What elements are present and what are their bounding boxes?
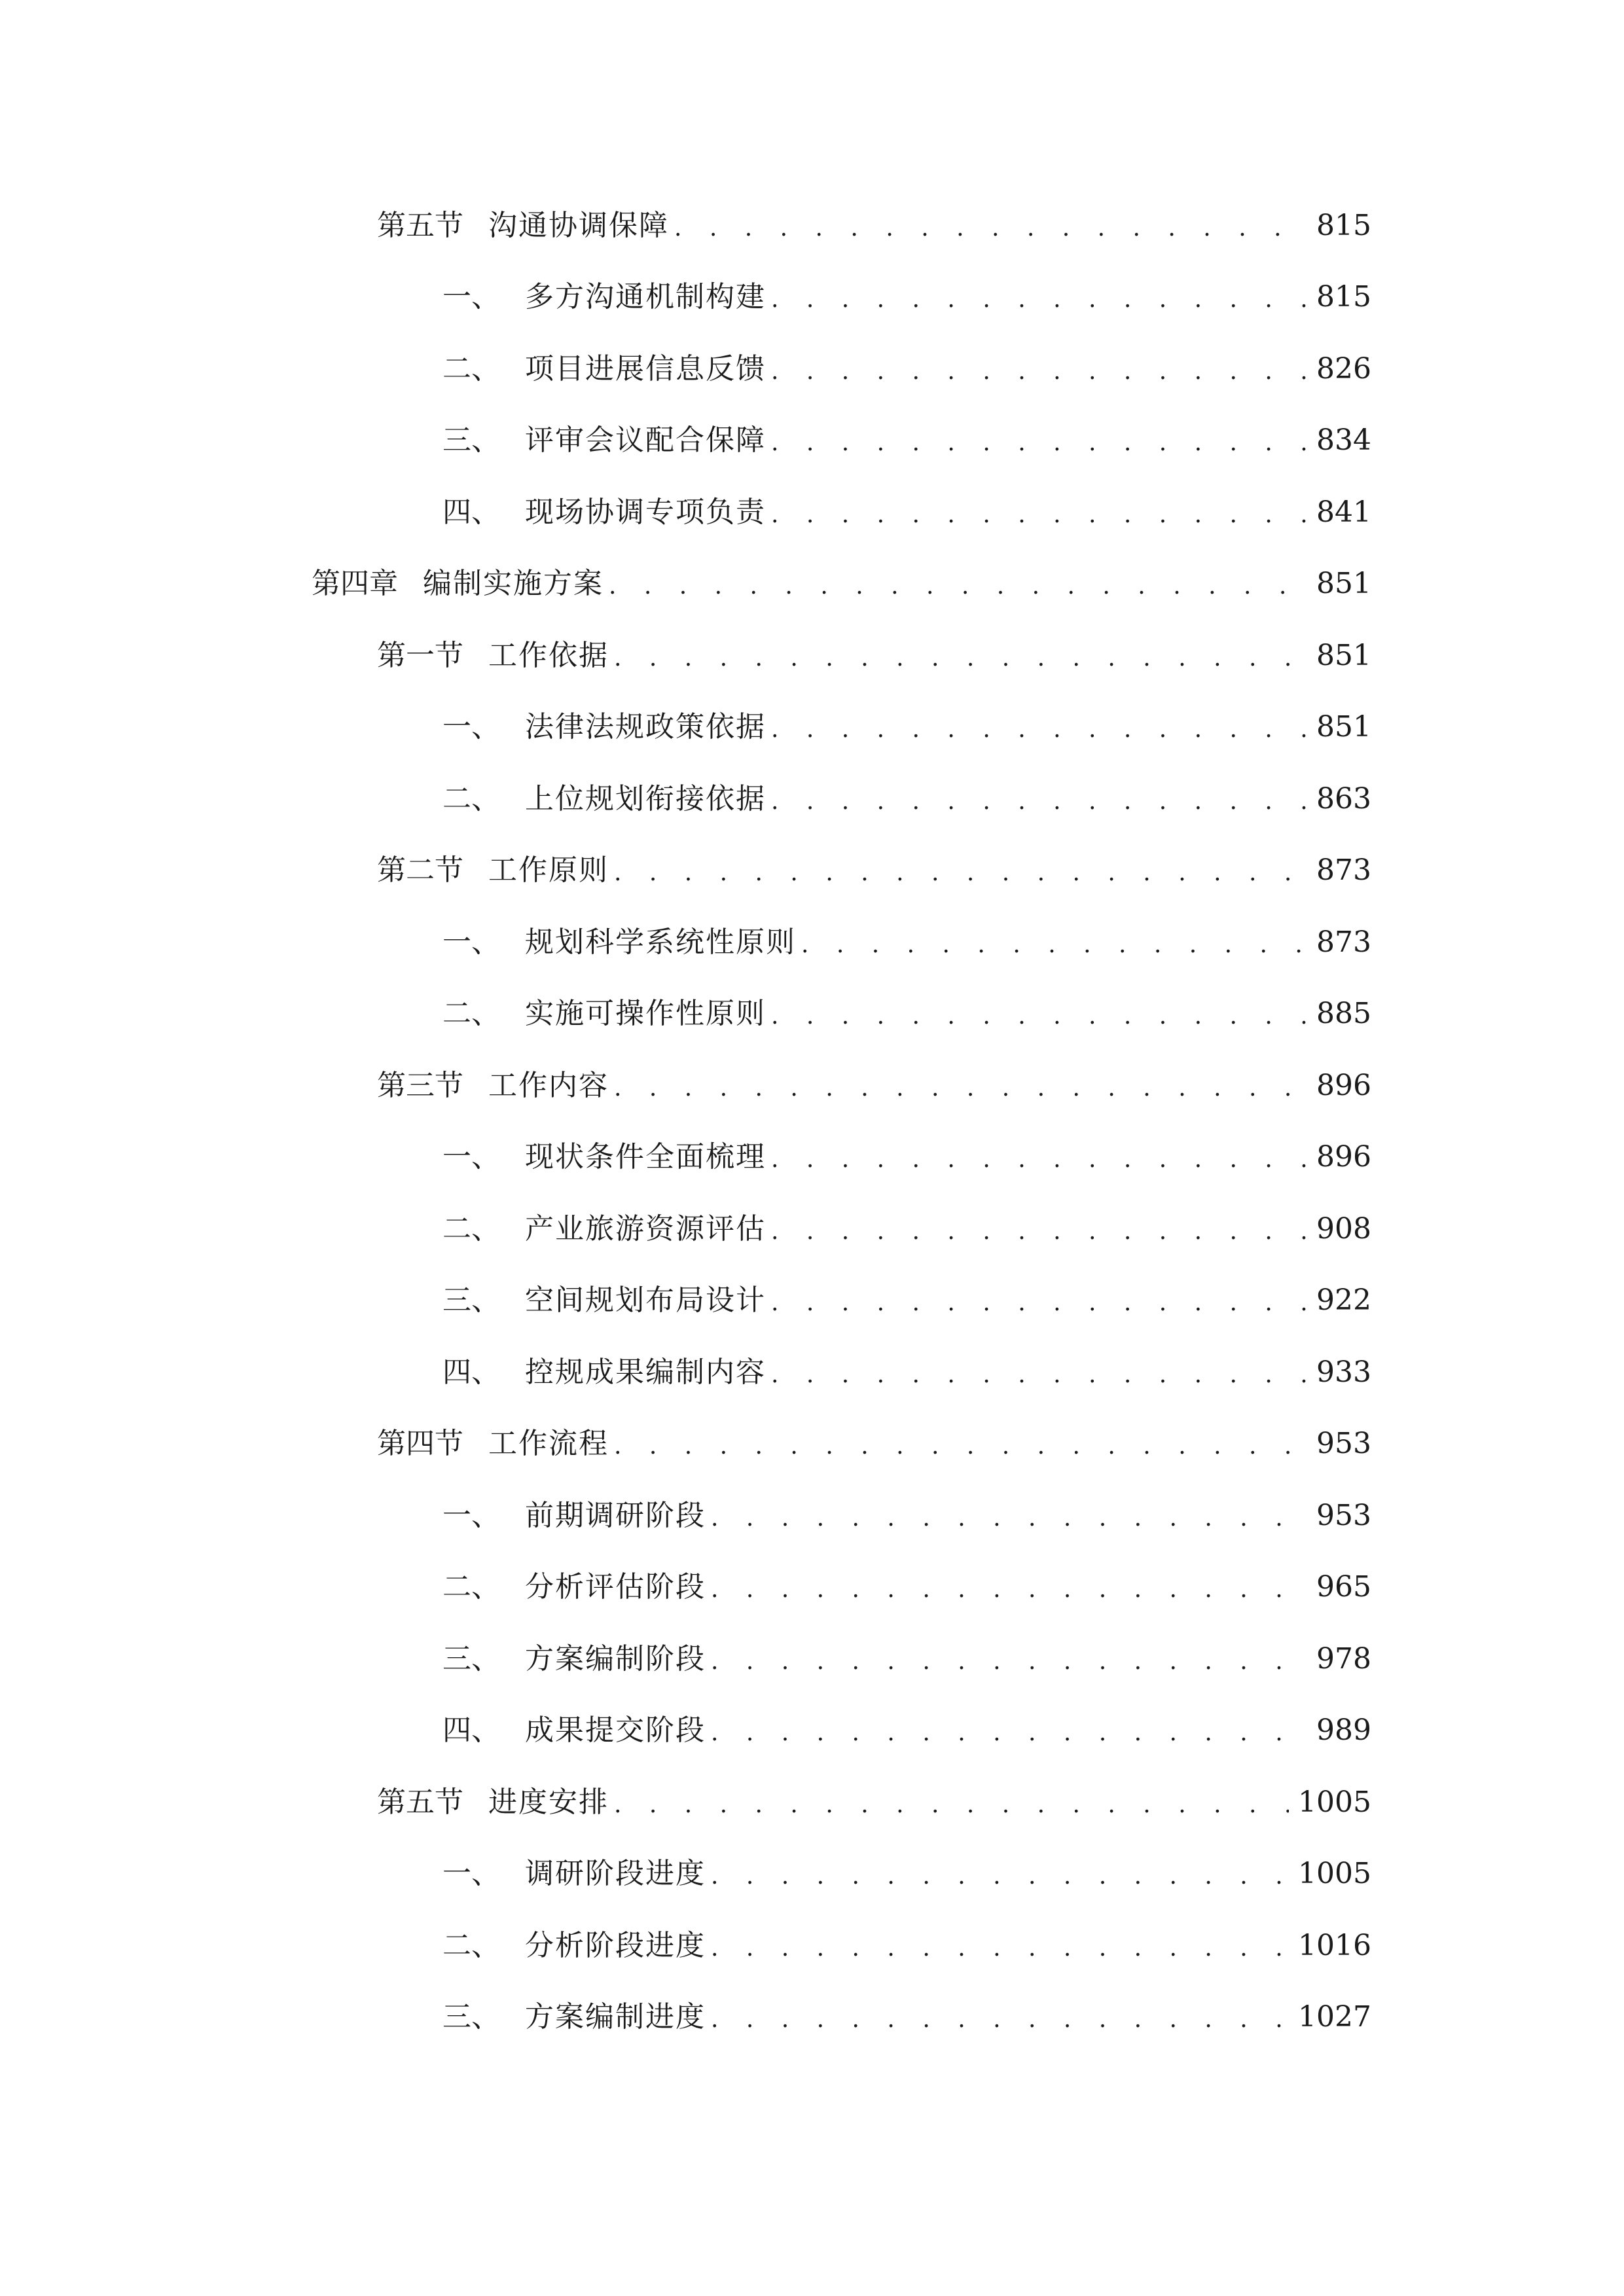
toc-subsection-entry[interactable] [0,1336,1624,1408]
toc-dot-leader [609,575,1307,598]
toc-entry-label [442,710,766,744]
toc-entry-page-number: 989 [1316,1713,1371,1748]
toc-entry-title: 评审会议配合保障 [525,423,766,457]
toc-dot-leader [711,1721,1307,1745]
toc-entry-number: 四、 [442,1355,500,1389]
toc-dot-leader [771,1363,1307,1387]
toc-entry-page-number: 1027 [1298,2000,1371,2034]
toc-dot-leader [614,1077,1307,1100]
toc-entry-page-number: 953 [1316,1427,1371,1461]
toc-entry-number: 第一节 [377,638,463,672]
toc-section-entry[interactable] [0,190,1624,262]
toc-dot-leader [801,933,1307,957]
toc-entry-label [442,495,766,529]
toc-entry-number: 一、 [442,1857,500,1891]
toc-entry-label [442,280,766,314]
toc-entry-title: 前期调研阶段 [525,1498,706,1532]
toc-entry-title: 沟通协调保障 [488,208,669,242]
toc-dot-leader [771,360,1307,384]
toc-entry-label [377,1068,609,1102]
toc-entry-number: 二、 [442,781,500,816]
toc-entry-title: 调研阶段进度 [525,1857,706,1891]
toc-entry-page-number: 815 [1316,280,1371,314]
toc-entry-title: 方案编制阶段 [525,1641,706,1676]
toc-entry-title: 空间规划布局设计 [525,1283,766,1318]
toc-subsection-entry[interactable] [0,1695,1624,1767]
toc-section-entry[interactable] [0,620,1624,692]
toc-entry-label [377,208,669,242]
toc-entry-label [377,853,609,888]
toc-entry-page-number: 1005 [1298,1785,1371,1819]
toc-entry-number: 三、 [442,423,500,457]
toc-entry-number: 二、 [442,351,500,386]
toc-subsection-entry[interactable] [0,1910,1624,1982]
toc-entry-title: 现状条件全面梳理 [525,1140,766,1174]
toc-dot-leader [711,1578,1307,1602]
toc-entry-page-number: 922 [1316,1283,1371,1318]
toc-entry-page-number: 873 [1316,925,1371,959]
toc-entry-title: 工作原则 [488,853,609,888]
toc-entry-number: 一、 [442,280,500,314]
toc-entry-title: 编制实施方案 [423,567,604,601]
toc-entry-page-number: 851 [1316,567,1371,601]
toc-subsection-entry[interactable] [0,906,1624,978]
toc-entry-number: 第三节 [377,1068,463,1102]
toc-entry-page-number: 863 [1316,781,1371,816]
toc-subsection-entry[interactable] [0,978,1624,1050]
toc-entry-page-number: 851 [1316,638,1371,672]
toc-dot-leader [771,1005,1307,1028]
toc-entry-title: 工作内容 [488,1068,609,1102]
toc-entry-page-number: 834 [1316,423,1371,457]
toc-entry-label [442,1641,706,1676]
toc-entry-number: 三、 [442,2000,500,2034]
toc-entry-page-number: 1016 [1298,1928,1371,1962]
toc-entry-page-number: 841 [1316,495,1371,529]
toc-subsection-entry[interactable] [0,1265,1624,1337]
toc-dot-leader [771,431,1307,455]
toc-dot-leader [614,861,1307,885]
toc-entry-label [442,1211,766,1246]
toc-dot-leader [771,790,1307,814]
toc-entry-title: 分析阶段进度 [525,1928,706,1962]
toc-subsection-entry[interactable] [0,1122,1624,1194]
toc-entry-title: 分析评估阶段 [525,1570,706,1604]
toc-entry-page-number: 953 [1316,1498,1371,1532]
toc-entry-title: 规划科学系统性原则 [525,925,796,959]
toc-entry-page-number: 851 [1316,710,1371,744]
toc-entry-number: 一、 [442,925,500,959]
toc-subsection-entry[interactable] [0,763,1624,835]
toc-dot-leader [771,1220,1307,1244]
toc-entry-label [312,567,604,601]
toc-entry-page-number: 933 [1316,1355,1371,1389]
toc-entry-number: 二、 [442,1570,500,1604]
toc-entry-page-number: 896 [1316,1068,1371,1102]
toc-subsection-entry[interactable] [0,1623,1624,1695]
toc-dot-leader [614,647,1307,670]
toc-dot-leader [711,1507,1307,1530]
toc-entry-label [442,1928,706,1962]
toc-dot-leader [711,1650,1307,1674]
toc-entry-number: 一、 [442,710,500,744]
toc-section-entry[interactable] [0,1050,1624,1122]
toc-entry-label [442,1283,766,1318]
toc-subsection-entry[interactable] [0,333,1624,405]
toc-entry-page-number: 815 [1316,208,1371,242]
toc-entry-page-number: 965 [1316,1570,1371,1604]
toc-entry-label [442,1570,706,1604]
toc-entry-label [442,1857,706,1891]
toc-dot-leader [711,2008,1289,2032]
toc-dot-leader [771,288,1307,312]
toc-entry-title: 法律法规政策依据 [525,710,766,744]
toc-entry-number: 第四章 [312,567,398,601]
toc-entry-title: 控规成果编制内容 [525,1355,766,1389]
toc-entry-number: 四、 [442,1713,500,1748]
toc-chapter-entry[interactable] [0,548,1624,620]
toc-entry-label [442,351,766,386]
toc-entry-number: 三、 [442,1283,500,1318]
toc-entry-label [442,423,766,457]
toc-entry-number: 一、 [442,1140,500,1174]
toc-entry-page-number: 826 [1316,351,1371,386]
toc-section-entry[interactable] [0,1408,1624,1480]
toc-entry-title: 产业旅游资源评估 [525,1211,766,1246]
toc-entry-number: 二、 [442,997,500,1031]
toc-entry-label [442,2000,706,2034]
toc-section-entry[interactable] [0,1767,1624,1839]
toc-dot-leader [771,718,1307,742]
toc-entry-number: 二、 [442,1211,500,1246]
toc-entry-label [377,1427,609,1461]
toc-dot-leader [711,1865,1289,1888]
toc-entry-title: 成果提交阶段 [525,1713,706,1748]
toc-entry-label [442,1713,706,1748]
toc-subsection-entry[interactable] [0,1552,1624,1624]
table-of-contents [0,190,1624,2053]
toc-entry-page-number: 873 [1316,853,1371,888]
toc-subsection-entry[interactable] [0,405,1624,477]
toc-entry-title: 方案编制进度 [525,2000,706,2034]
toc-entry-title: 项目进展信息反馈 [525,351,766,386]
toc-entry-page-number: 885 [1316,997,1371,1031]
toc-entry-title: 实施可操作性原则 [525,997,766,1031]
toc-entry-number: 第二节 [377,853,463,888]
toc-entry-label [442,925,796,959]
toc-subsection-entry[interactable] [0,1982,1624,2054]
toc-entry-label [442,997,766,1031]
toc-subsection-entry[interactable] [0,1480,1624,1552]
toc-subsection-entry[interactable] [0,692,1624,764]
toc-entry-label [377,638,609,672]
toc-subsection-entry[interactable] [0,476,1624,548]
toc-entry-label [442,1498,706,1532]
toc-entry-number: 第五节 [377,1785,463,1819]
toc-entry-page-number: 908 [1316,1211,1371,1246]
toc-entry-label [442,1355,766,1389]
toc-entry-label [442,1140,766,1174]
toc-entry-number: 四、 [442,495,500,529]
toc-entry-title: 多方沟通机制构建 [525,280,766,314]
toc-dot-leader [771,503,1307,527]
toc-entry-title: 工作流程 [488,1427,609,1461]
toc-entry-page-number: 896 [1316,1140,1371,1174]
toc-entry-page-number: 1005 [1298,1857,1371,1891]
toc-dot-leader [711,1937,1289,1960]
toc-entry-number: 三、 [442,1641,500,1676]
toc-dot-leader [771,1148,1307,1172]
toc-subsection-entry[interactable] [0,1193,1624,1265]
toc-subsection-entry[interactable] [0,1839,1624,1910]
toc-entry-label [442,781,766,816]
toc-dot-leader [614,1435,1307,1458]
toc-entry-number: 第四节 [377,1427,463,1461]
toc-entry-number: 二、 [442,1928,500,1962]
toc-dot-leader [771,1291,1307,1315]
toc-subsection-entry[interactable] [0,262,1624,334]
toc-section-entry[interactable] [0,835,1624,907]
toc-dot-leader [614,1793,1289,1817]
toc-entry-title: 现场协调专项负责 [525,495,766,529]
toc-entry-title: 进度安排 [488,1785,609,1819]
toc-entry-page-number: 978 [1316,1641,1371,1676]
toc-entry-label [377,1785,609,1819]
toc-entry-number: 第五节 [377,208,463,242]
toc-entry-title: 上位规划衔接依据 [525,781,766,816]
toc-dot-leader [674,217,1307,240]
toc-entry-title: 工作依据 [488,638,609,672]
toc-entry-number: 一、 [442,1498,500,1532]
